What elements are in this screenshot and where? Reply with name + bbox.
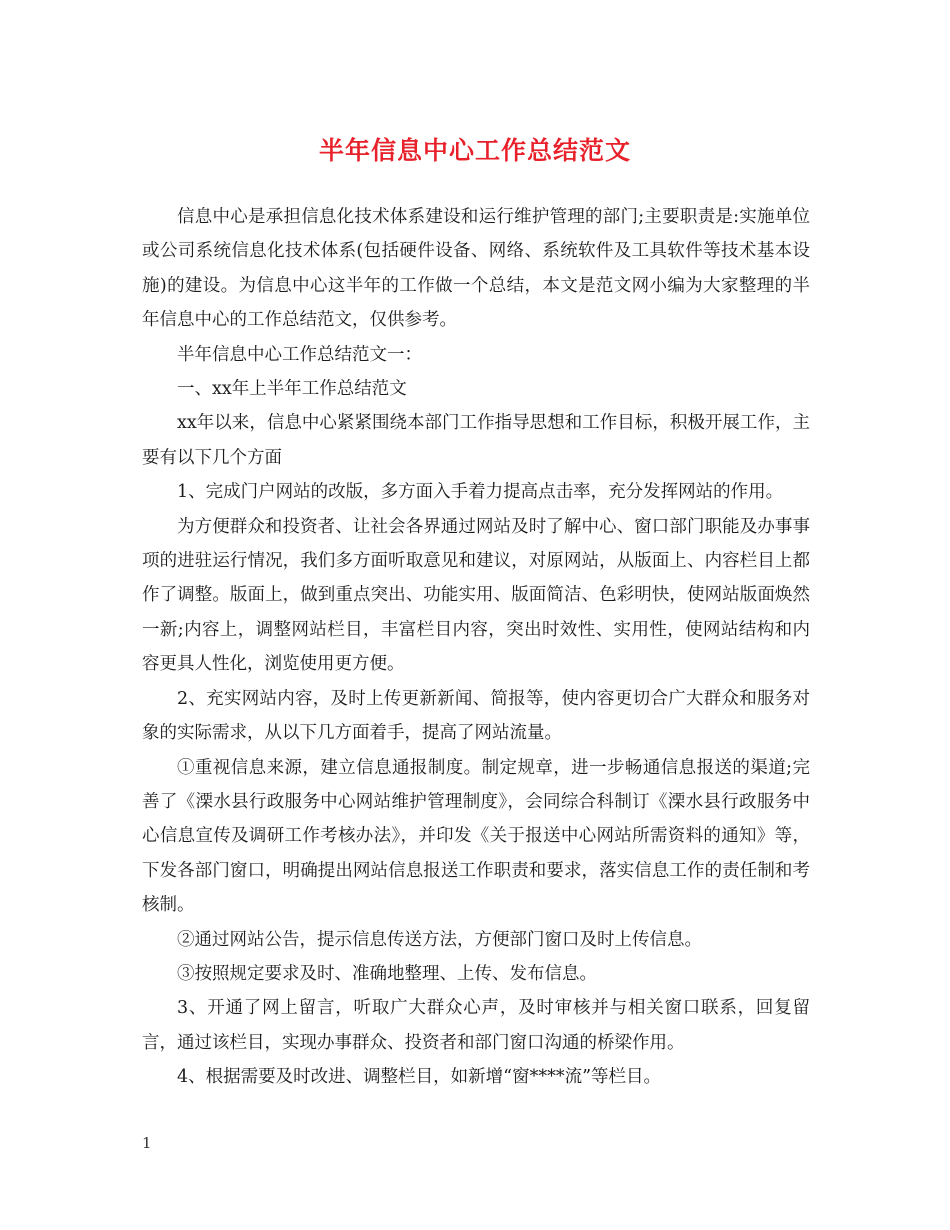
paragraph-section-heading: 一、xx年上半年工作总结范文 <box>177 379 407 400</box>
page-number: 1 <box>142 1134 152 1152</box>
paragraph-subitem-1: ①重视信息来源，建立信息通报制度。制定规章，进一步畅通信息报送的渠道;完善了《溧水县行政服务中心网站维护管理制度》，会同综合科制订《溧水县行政服务中心信息宣传及调研工作考核办法》，并印发《关于报送中心网站所需资料的通知》等，下发各部门窗口，明确提出网站信息报送工作职责和要求，落实信息工作的责任制和考核制。 <box>142 757 810 916</box>
paragraph-overview: xx年以来，信息中心紧紧围绕本部门工作指导思想和工作目标，积极开展工作，主要有以下几个方面 <box>142 413 810 468</box>
paragraph-sample-heading: 半年信息中心工作总结范文一： <box>177 344 422 365</box>
document-title: 半年信息中心工作总结范文 <box>318 136 631 165</box>
document-body <box>142 200 810 1095</box>
paragraph-intro: 信息中心是承担信息化技术体系建设和运行维护管理的部门;主要职责是:实施单位或公司系统信息化技术体系(包括硬件设备、网络、系统软件及工具软件等技术基本设施)的建设。为信息中心这半年的工作做一个总结，本文是范文网小编为大家整理的半年信息中心的工作总结范文，仅供参考。 <box>142 207 810 331</box>
paragraph-subitem-2: ②通过网站公告，提示信息传送方法，方便部门窗口及时上传信息。 <box>177 929 702 950</box>
paragraph-item-1-detail: 为方便群众和投资者、让社会各界通过网站及时了解中心、窗口部门职能及办事事项的进驻运行情况，我们多方面听取意见和建议，对原网站，从版面上、内容栏目上都作了调整。版面上，做到重点突出、功能实用、版面简洁、色彩明快，使网站版面焕然一新;内容上，调整网站栏目，丰富栏目内容，突出时效性、实用性，使网站结构和内容更具人性化，浏览使用更方便。 <box>142 516 810 675</box>
paragraph-item-2: 2、充实网站内容，及时上传更新新闻、简报等，使内容更切合广大群众和服务对象的实际需求，从以下几方面着手，提高了网站流量。 <box>142 688 810 744</box>
paragraph-item-3: 3、开通了网上留言，听取广大群众心声，及时审核并与相关窗口联系，回复留言，通过该栏目，实现办事群众、投资者和部门窗口沟通的桥梁作用。 <box>142 998 810 1053</box>
paragraph-item-1: 1、完成门户网站的改版，多方面入手着力提高点击率，充分发挥网站的作用。 <box>177 482 784 503</box>
paragraph-subitem-3: ③按照规定要求及时、准确地整理、上传、发布信息。 <box>177 963 597 984</box>
paragraph-item-4: 4、根据需要及时改进、调整栏目，如新增“窗****流”等栏目。 <box>177 1067 662 1088</box>
